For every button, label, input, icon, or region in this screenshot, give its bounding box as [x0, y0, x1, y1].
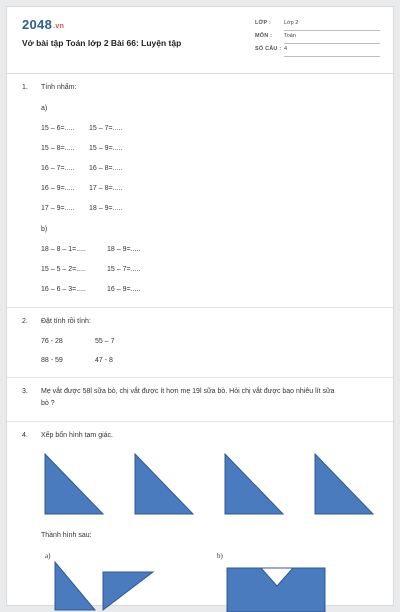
meta-row-subject — [255, 33, 385, 45]
exercise-item: 47 - 8 — [95, 357, 113, 364]
exercise-item: 15 – 8=..... — [41, 145, 75, 152]
exercise-item: 15 – 9=..... — [89, 145, 123, 152]
site-logo[interactable] — [22, 17, 64, 32]
part-label: a) — [41, 105, 48, 112]
question-text: Tính nhẩm: — [41, 84, 77, 91]
triangle-shape — [225, 454, 283, 514]
triangle-shape — [135, 454, 193, 514]
exercise-item: 16 – 9=..... — [41, 185, 75, 192]
meta-row-question-count — [255, 46, 385, 58]
target-shape-b — [221, 562, 341, 612]
question-text-line: bò ? — [41, 400, 55, 407]
meta-info — [255, 20, 385, 59]
meta-value: 4 — [284, 46, 380, 57]
exercise-item: 15 – 7=..... — [89, 125, 123, 132]
worksheet-header — [7, 7, 393, 74]
meta-label: LỚP : — [255, 20, 271, 26]
exercise-item: 16 – 6 – 3=..... — [41, 286, 86, 293]
logo-text: 2048 — [22, 17, 53, 32]
triangle-shape — [103, 572, 153, 610]
exercise-item: 55 – 7 — [95, 338, 115, 345]
question-text: Xếp bốn hình tam giác. — [41, 432, 113, 439]
exercise-item: 15 – 6=..... — [41, 125, 75, 132]
logo-tld: .vn — [53, 23, 65, 30]
exercise-item: 15 – 5 – 2=..... — [41, 266, 86, 273]
question-number: 3. — [22, 388, 28, 395]
meta-label: SỐ CÂU : — [255, 46, 282, 52]
part-label: a) — [45, 552, 51, 560]
exercise-item: 17 – 9=..... — [41, 205, 75, 212]
question-number: 1. — [22, 84, 28, 91]
question-number: 4. — [22, 432, 28, 439]
result-text: Thành hình sau: — [41, 532, 92, 539]
meta-value: Toán — [284, 33, 380, 44]
exercise-item: 16 – 8=..... — [89, 165, 123, 172]
triangle-shape — [55, 562, 95, 610]
target-shape-a — [47, 562, 207, 612]
question-divider — [7, 377, 393, 378]
meta-row-class — [255, 20, 385, 32]
question-divider — [7, 421, 393, 422]
exercise-item: 15 – 7=..... — [107, 266, 141, 273]
question-number: 2. — [22, 318, 28, 325]
exercise-item: 18 – 9=..... — [89, 205, 123, 212]
question-text-line: Mẹ vắt được 58l sữa bò, chị vắt được ít hơn mẹ 19l sữa bò. Hỏi chị vắt được bao nhiêu lít sữa — [41, 388, 335, 395]
exercise-item: 76 - 28 — [41, 338, 63, 345]
exercise-item: 18 – 9=..... — [107, 246, 141, 253]
part-label: b) — [217, 552, 223, 560]
exercise-item: 16 – 9=..... — [107, 286, 141, 293]
meta-value: Lớp 2 — [284, 20, 380, 31]
meta-label: MÔN : — [255, 33, 273, 39]
page-title: Vở bài tập Toán lớp 2 Bài 66: Luyện tập — [22, 38, 182, 48]
exercise-item: 17 – 8=..... — [89, 185, 123, 192]
triangle-shape — [45, 454, 103, 514]
part-label: b) — [41, 226, 48, 233]
question-text: Đặt tính rồi tính: — [41, 318, 91, 325]
triangle-shape — [315, 454, 373, 514]
exercise-item: 88 - 59 — [41, 357, 63, 364]
question-divider — [7, 307, 393, 308]
triangles-figure — [7, 452, 395, 522]
exercise-item: 18 – 8 – 1=..... — [41, 246, 86, 253]
exercise-item: 16 – 7=..... — [41, 165, 75, 172]
worksheet — [6, 6, 394, 606]
